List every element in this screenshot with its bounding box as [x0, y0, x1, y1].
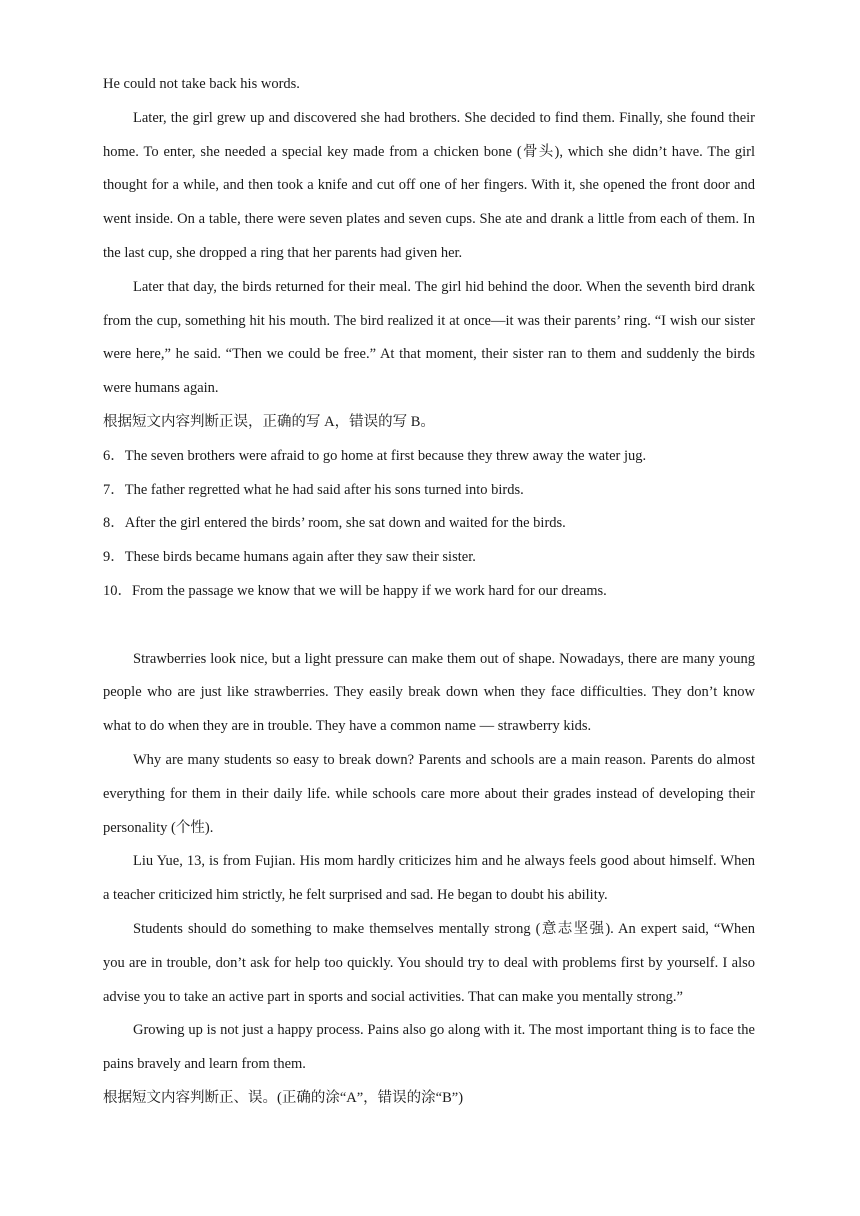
section-gap	[103, 609, 755, 643]
question-10: 10．From the passage we know that we will be happy if we work hard for our dreams.	[103, 582, 607, 599]
passage2-paragraph: Liu Yue, 13, is from Fujian. His mom hardly criticizes him and he always feels good about himself. When a teacher criticized him strictly, he felt surprised and sad. He began to doubt his ability.	[103, 853, 755, 904]
question-8: 8．After the girl entered the birds’ room, she sat down and waited for the birds.	[103, 515, 566, 532]
question-7: 7．The father regretted what he had said after his sons turned into birds.	[103, 481, 524, 498]
passage2-paragraph: Growing up is not just a happy process. Pains also go along with it. The most important thing is to face the pains bravely and learn from them.	[103, 1022, 755, 1073]
passage1-paragraph: Later that day, the birds returned for their meal. The girl hid behind the door. When the seventh bird drank from the cup, something hit his mouth. The bird realized it at once—it was their parents’ ring. “I wish our sister were here,” he said. “Then we could be free.” At that moment, their sister ran to them and suddenly the birds were humans again.	[103, 278, 755, 397]
passage1-lead-line: He could not take back his words.	[103, 76, 300, 92]
passage2-paragraph: Why are many students so easy to break down? Parents and schools are a main reason. Parents do almost everything for them in their daily life. while schools care more about their grades instead of developing their personality (个性).	[103, 751, 755, 836]
question-9: 9．These birds became humans again after they saw their sister.	[103, 549, 476, 566]
passage1-paragraph: Later, the girl grew up and discovered she had brothers. She decided to find them. Finally, she found their home. To enter, she needed a special key made from a chicken bone (骨头), which she didn’t have. The girl thought for a while, and then took a knife and cut off one of her fingers. With it, she opened the front door and went inside. On a table, there were seven plates and seven cups. She ate and drank a little from each of them. In the last cup, she dropped a ring that her parents had given her.	[103, 109, 755, 261]
document-content	[103, 68, 755, 1116]
question-6: 6．The seven brothers were afraid to go home at first because they threw away the water jug.	[103, 447, 647, 464]
passage2-paragraph: Students should do something to make themselves mentally strong (意志坚强). An expert said, “When you are in trouble, don’t ask for help too quickly. You should try to deal with problems first by yourself. I also advise you to take an active part in sports and social activities. That can make you mentally strong.”	[103, 920, 755, 1005]
passage2-paragraph: Strawberries look nice, but a light pressure can make them out of shape. Nowadays, there are many young people who are just like strawberries. They easily break down when they face difficulties. They don’t know what to do when they are in trouble. They have a common name — strawberry kids.	[103, 650, 755, 735]
passage2-instruction: 根据短文内容判断正、误。(正确的涂“A”，错误的涂“B”)	[103, 1089, 464, 1106]
passage1-instruction: 根据短文内容判断正误，正确的写 A，错误的写 B。	[103, 413, 435, 430]
